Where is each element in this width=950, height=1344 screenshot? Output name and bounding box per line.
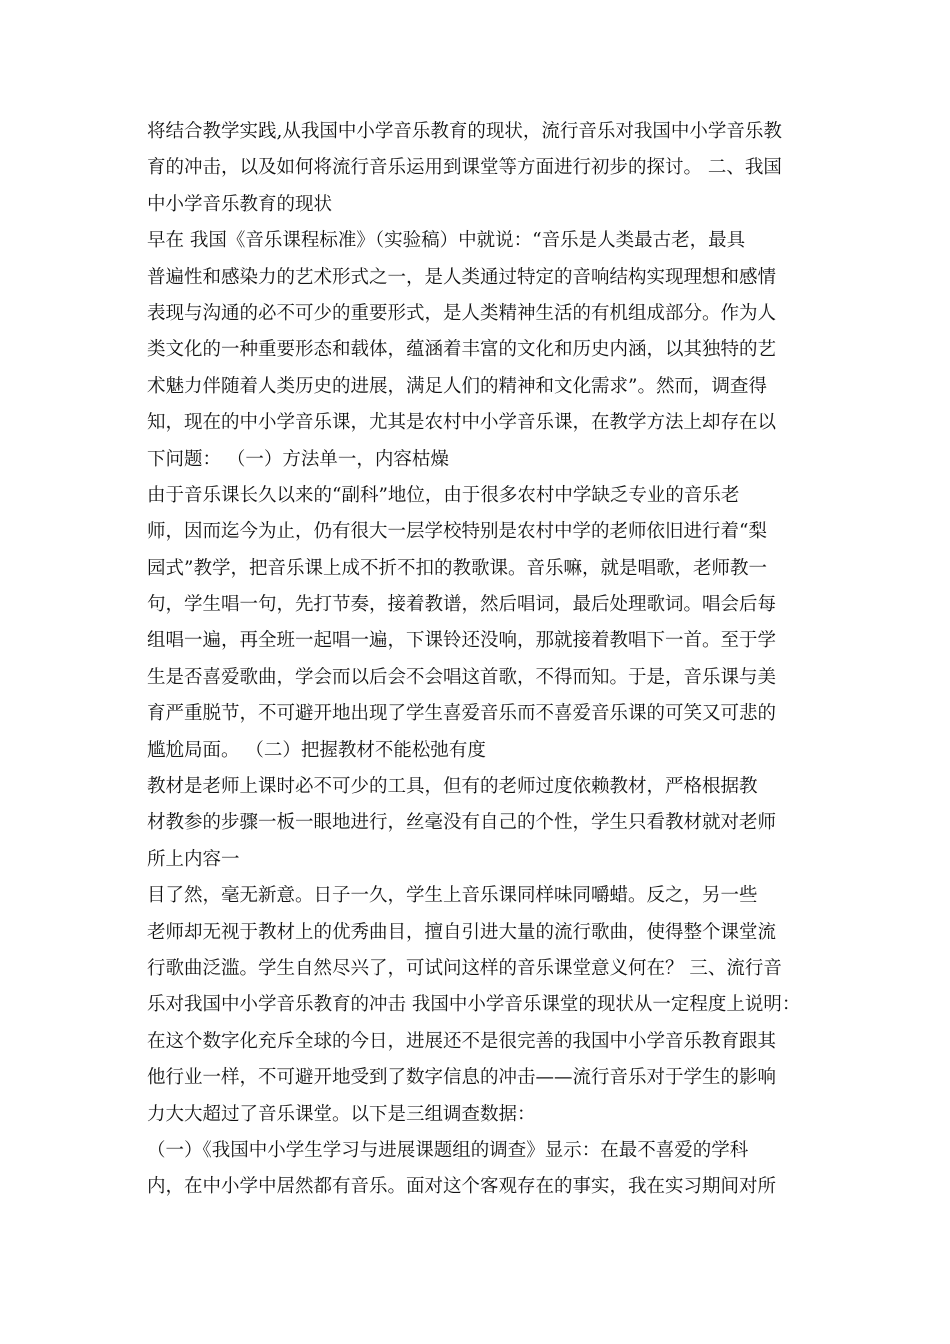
text-line: 类文化的一种重要形态和载体，蕴涵着丰富的文化和历史内涵，以其独特的艺 (147, 339, 777, 361)
text-line: 师，因而迄今为止，仍有很大一层学校特别是农村中学的老师依旧进行着“梨 (147, 521, 767, 543)
text-line: 所上内容一 (147, 848, 240, 870)
text-line: 术魅力伴随着人类历史的进展，满足人们的精神和文化需求”。然而，调查得 (147, 375, 767, 397)
text-line: 生是否喜爱歌曲，学会而以后会不会唱这首歌，不得而知。于是，音乐课与美 (147, 666, 777, 688)
text-line: 将结合教学实践,从我国中小学音乐教育的现状，流行音乐对我国中小学音乐教 (147, 121, 782, 142)
body-text (147, 114, 807, 1206)
text-line: 他行业一样，不可避开地受到了数字信息的冲击——流行音乐对于学生的影响 (147, 1067, 777, 1089)
text-line: 内，在中小学中居然都有音乐。面对这个客观存在的事实，我在实习期间对所 (147, 1176, 777, 1198)
text-line: 乐对我国中小学音乐教育的冲击 我国中小学音乐课堂的现状从一定程度上说明： (147, 994, 801, 1016)
text-line: 下问题： （一）方法单一，内容枯燥 (147, 448, 449, 470)
text-line: 目了然，毫无新意。日子一久，学生上音乐课同样味同嚼蜡。反之，另一些 (147, 885, 758, 907)
text-line: 组唱一遍，再全班一起唱一遍，下课铃还没响，那就接着教唱下一首。至于学 (147, 630, 777, 652)
text-line: 由于音乐课长久以来的“副科”地位，由于很多农村中学缺乏专业的音乐老 (147, 484, 740, 506)
text-line: 育的冲击，以及如何将流行音乐运用到课堂等方面进行初步的探讨。 二、我国 (147, 157, 782, 179)
text-line: 知，现在的中小学音乐课，尤其是农村中小学音乐课，在教学方法上却存在以 (147, 412, 777, 434)
text-line: 园式”教学，把音乐课上成不折不扣的教歌课。音乐嘛，就是唱歌，老师教一 (147, 557, 767, 579)
text-line: 力大大超过了音乐课堂。以下是三组调查数据： (147, 1103, 536, 1125)
text-line: 表现与沟通的必不可少的重要形式，是人类精神生活的有机组成部分。作为人 (147, 302, 777, 324)
text-line: 教材是老师上课时必不可少的工具，但有的老师过度依赖教材，严格根据教 (147, 776, 758, 798)
text-line: 尴尬局面。 （二）把握教材不能松弛有度 (147, 739, 486, 761)
text-line: 老师却无视于教材上的优秀曲目，擅自引进大量的流行歌曲，使得整个课堂流 (147, 921, 777, 943)
text-line: 育严重脱节，不可避开地出现了学生喜爱音乐而不喜爱音乐课的可笑又可悲的 (147, 703, 777, 725)
text-line: 材教参的步骤一板一眼地进行，丝毫没有自己的个性，学生只看教材就对老师 (147, 812, 777, 834)
text-line: 句，学生唱一句，先打节奏，接着教谱，然后唱词，最后处理歌词。唱会后每 (147, 594, 777, 616)
text-line: 普遍性和感染力的艺术形式之一，是人类通过特定的音响结构实现理想和感情 (147, 266, 777, 288)
text-line: 在这个数字化充斥全球的今日，进展还不是很完善的我国中小学音乐教育跟其 (147, 1030, 777, 1052)
text-line: （一）《我国中小学生学习与进展课题组的调查》显示：在最不喜爱的学科 (147, 1139, 749, 1161)
text-line: 早在 我国《音乐课程标准》（实验稿）中就说：“音乐是人类最古老，最具 (147, 230, 746, 252)
text-line: 中小学音乐教育的现状 (147, 193, 333, 215)
text-line: 行歌曲泛滥。学生自然尽兴了，可试问这样的音乐课堂意义何在？ 三、流行音 (147, 957, 782, 979)
